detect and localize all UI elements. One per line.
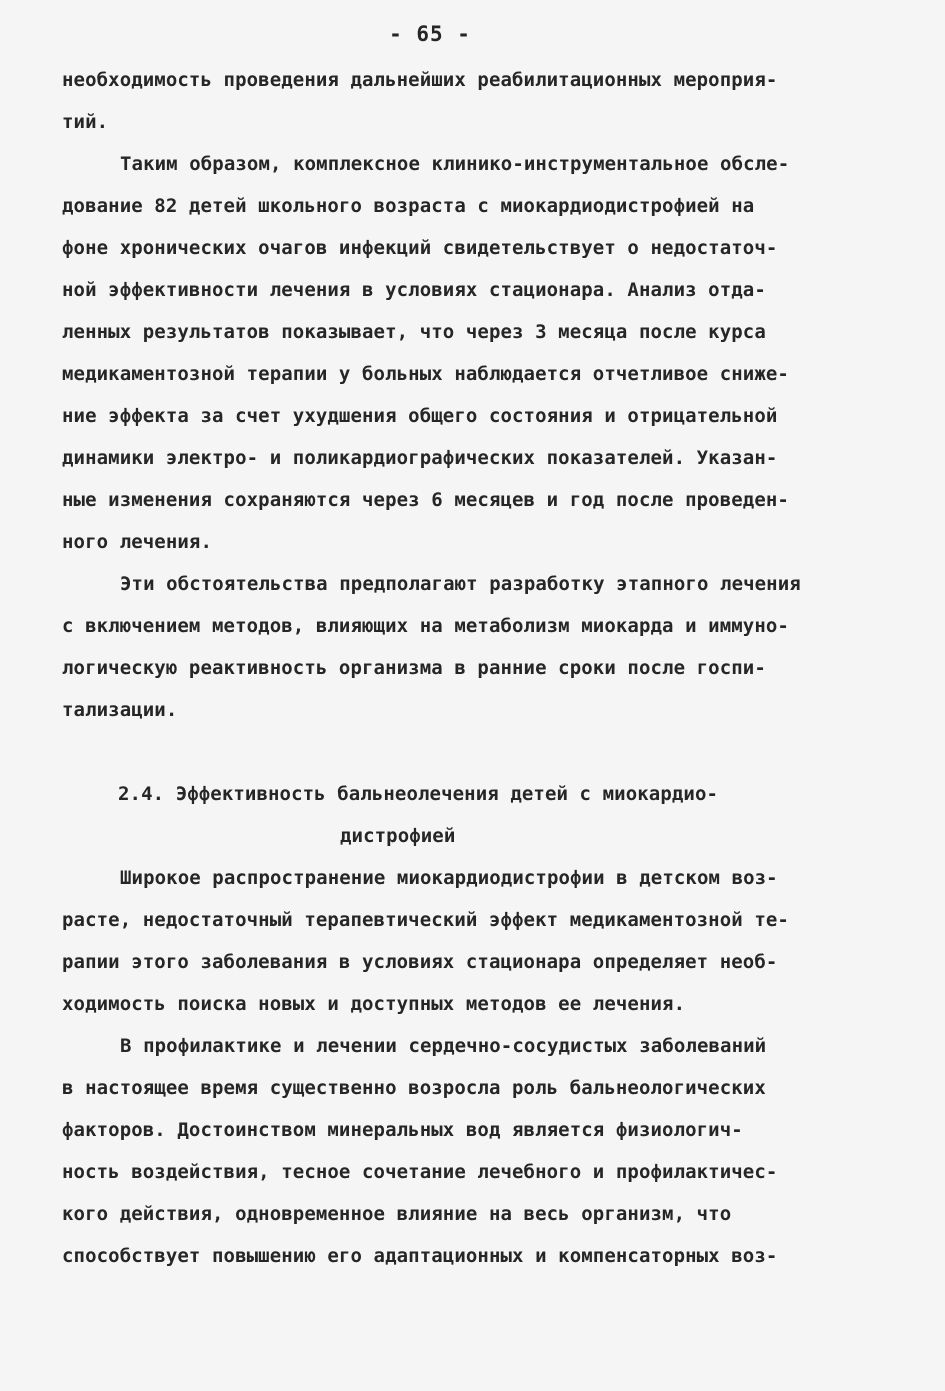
- text-line: Эти обстоятельства предполагают разработку этапного лечения: [120, 573, 801, 595]
- text-line: способствует повышению его адаптационных и компенсаторных воз-: [62, 1245, 778, 1267]
- text-line: расте, недостаточный терапевтический эффект медикаментозной те-: [62, 909, 789, 931]
- page-number: - 65 -: [389, 22, 471, 46]
- text-line: тий.: [62, 111, 109, 133]
- text-line: логическую реактивность организма в ранние сроки после госпи-: [62, 657, 766, 679]
- section-heading: дистрофией: [340, 825, 456, 847]
- text-line: факторов. Достоинством минеральных вод является физиологич-: [62, 1119, 743, 1141]
- text-line: в настоящее время существенно возросла роль бальнеологических: [62, 1077, 766, 1099]
- text-line: Широкое распространение миокардиодистрофии в детском воз-: [120, 867, 778, 889]
- text-line: кого действия, одновременное влияние на весь организм, что: [62, 1203, 732, 1225]
- text-line: ность воздействия, тесное сочетание лечебного и профилактичес-: [62, 1161, 778, 1183]
- text-line: Таким образом, комплексное клинико-инструментальное обсле-: [120, 153, 790, 175]
- section-heading: 2.4. Эффективность бальнеолечения детей с миокардио-: [118, 783, 719, 805]
- text-line: с включением методов, влияющих на метаболизм миокарда и иммуно-: [62, 615, 789, 637]
- text-line: ные изменения сохраняются через 6 месяцев и год после проведен-: [62, 489, 789, 511]
- text-line: рапии этого заболевания в условиях стационара определяет необ-: [62, 951, 778, 973]
- text-line: дование 82 детей школьного возраста с миокардиодистрофией на: [62, 195, 755, 217]
- text-line: ного лечения.: [62, 531, 213, 553]
- text-line: ходимость поиска новых и доступных методов ее лечения.: [62, 993, 686, 1015]
- text-line: тализации.: [62, 699, 178, 721]
- text-line: ние эффекта за счет ухудшения общего состояния и отрицательной: [62, 405, 778, 427]
- text-line: необходимость проведения дальнейших реабилитационных мероприя-: [62, 69, 778, 91]
- text-line: фоне хронических очагов инфекций свидетельствует о недостаточ-: [62, 237, 778, 259]
- text-line: В профилактике и лечении сердечно-сосудистых заболеваний: [120, 1035, 767, 1057]
- text-line: ной эффективности лечения в условиях стационара. Анализ отда-: [62, 279, 766, 301]
- text-line: ленных результатов показывает, что через 3 месяца после курса: [62, 321, 766, 343]
- text-line: медикаментозной терапии у больных наблюдается отчетливое сниже-: [62, 363, 789, 385]
- text-line: динамики электро- и поликардиографических показателей. Указан-: [62, 447, 778, 469]
